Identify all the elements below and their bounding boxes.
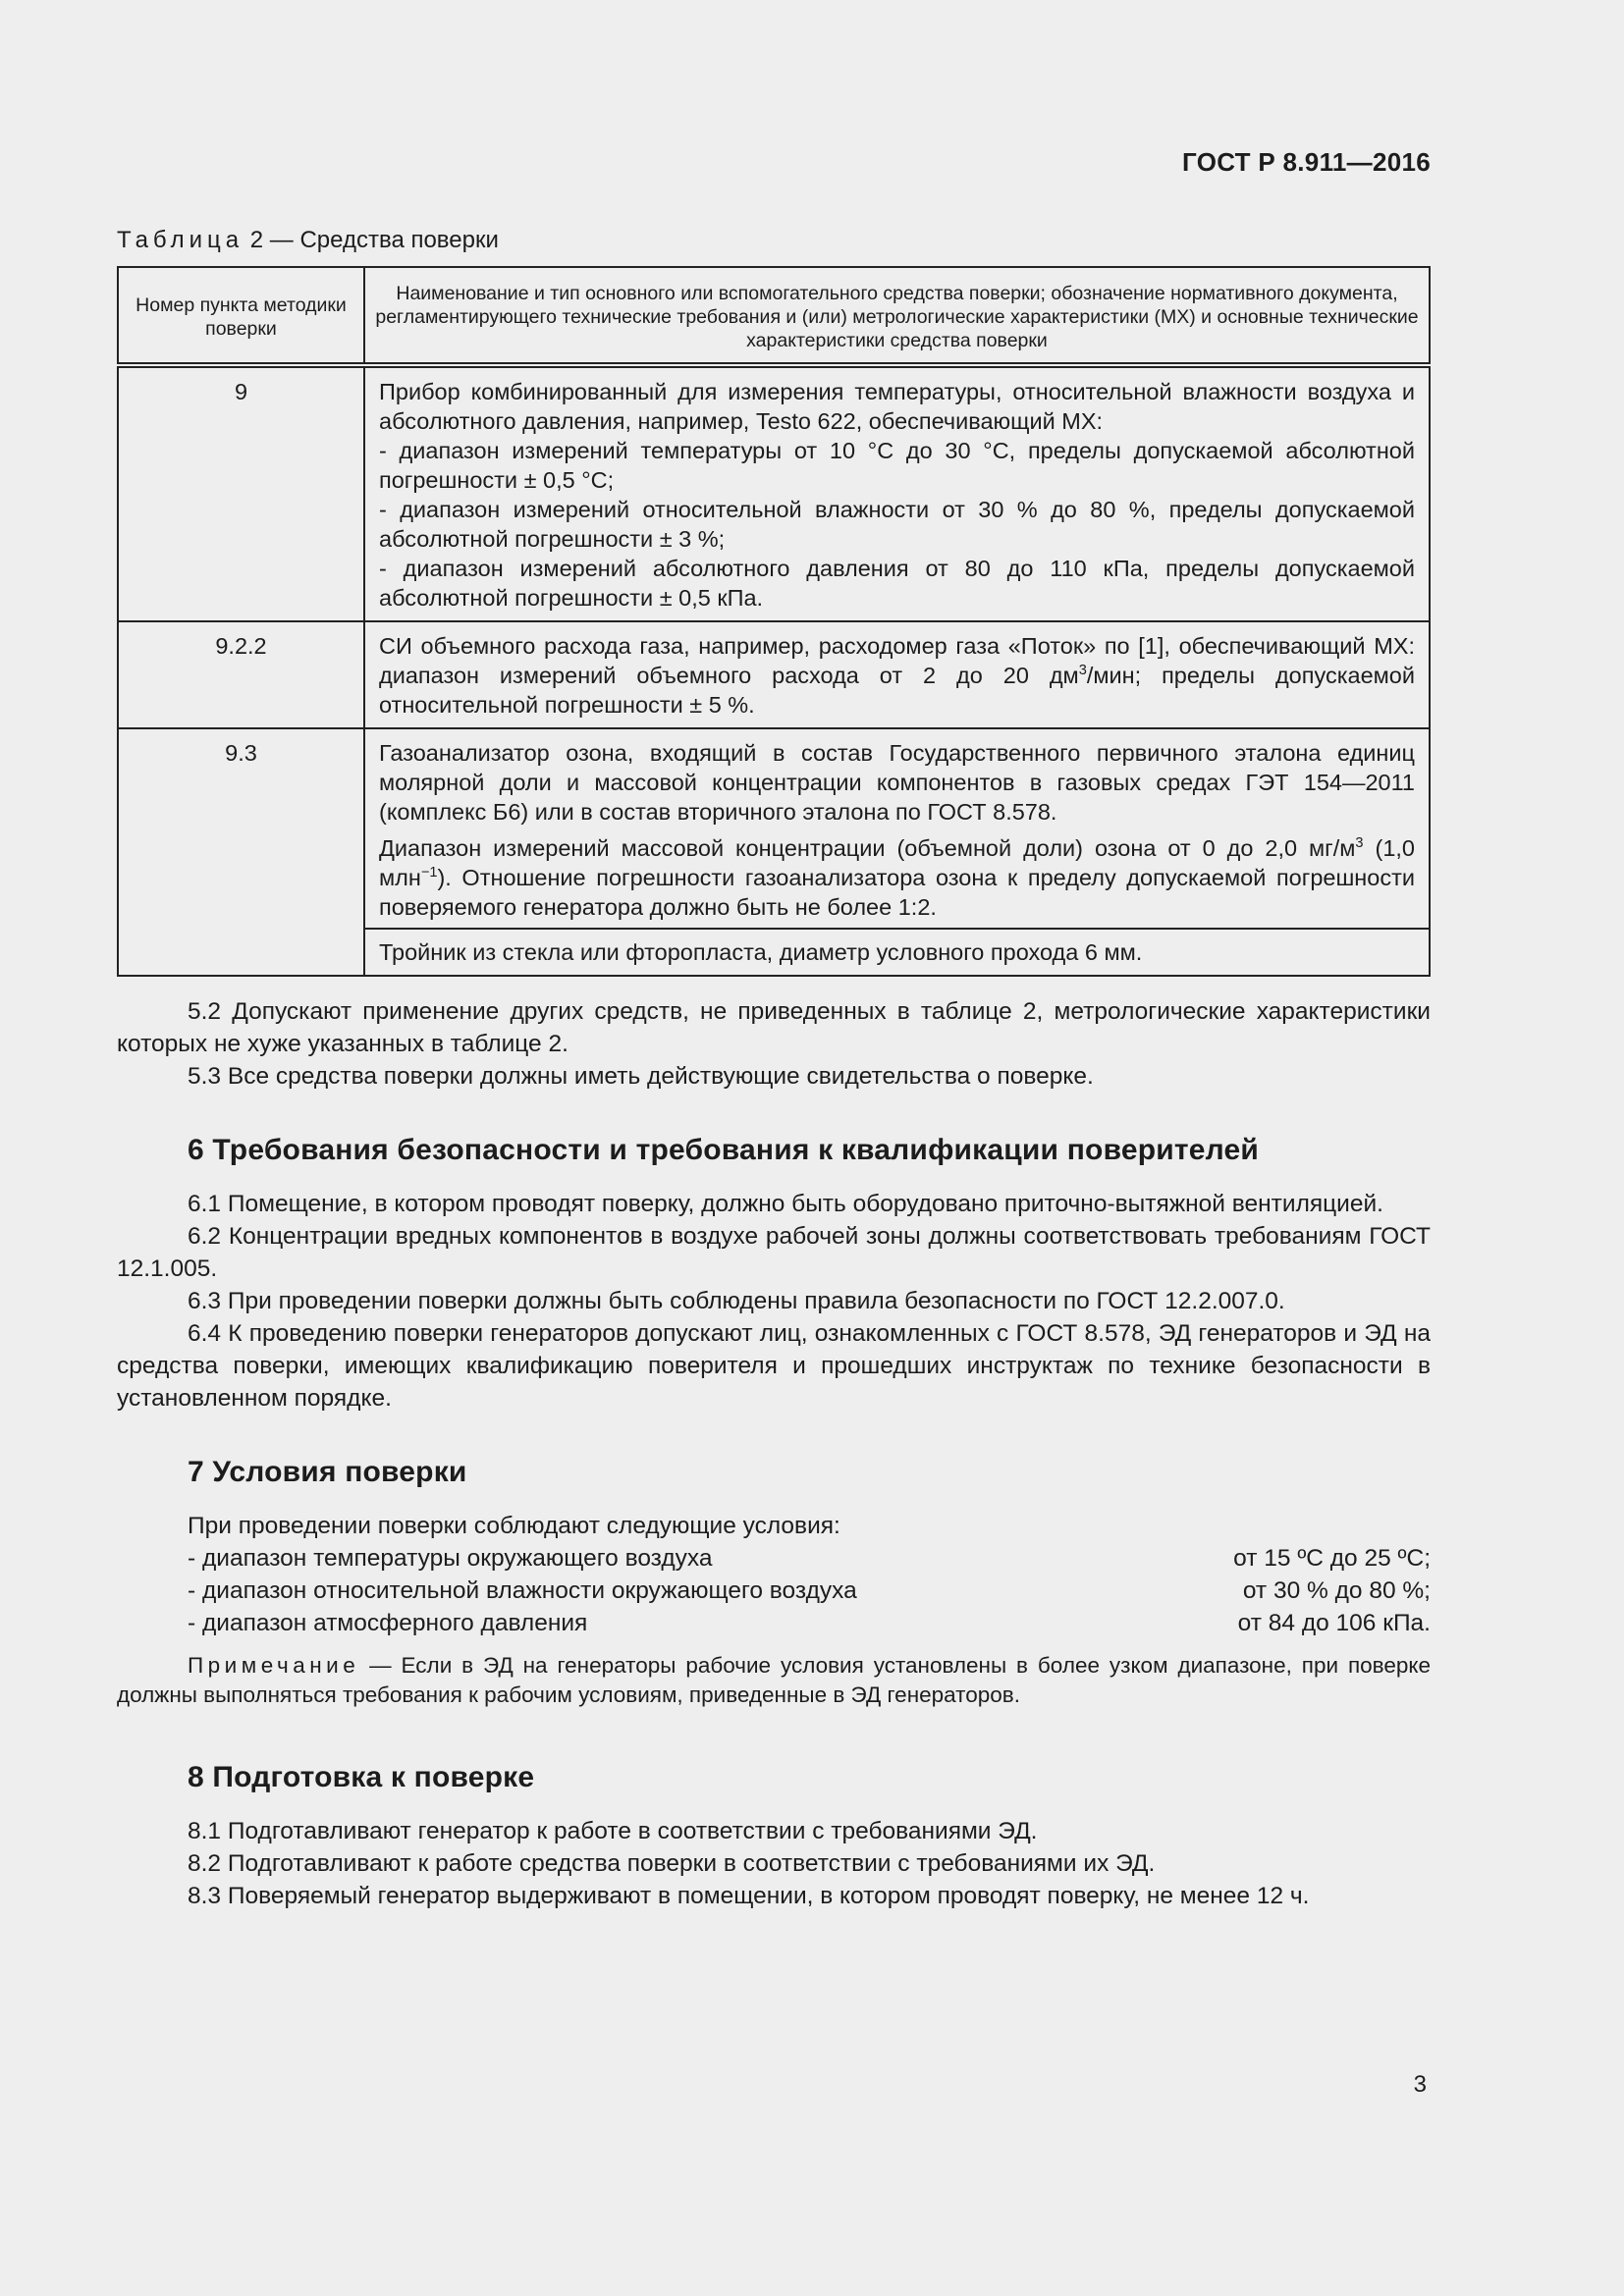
page-content (117, 224, 1431, 1912)
superscript: 3 (1355, 835, 1364, 852)
condition-value: от 84 до 106 кПа. (1237, 1610, 1431, 1636)
condition-value: от 15 ºС до 25 ºС; (1233, 1545, 1431, 1572)
condition-label: - диапазон относительной влажности окружающего воздуха (188, 1577, 857, 1604)
row-item-number: 9.2.2 (118, 621, 364, 728)
row-item-number: 9 (118, 365, 364, 621)
row-description (364, 365, 1430, 621)
section-7-heading: 7 Условия поверки (188, 1456, 467, 1488)
table-caption-title: 2 — Средства поверки (249, 227, 499, 253)
table-header-row (118, 267, 1430, 365)
list-item (117, 1607, 1431, 1639)
row-description: Тройник из стекла или фторопласта, диаметр условного прохода 6 мм. (364, 929, 1430, 976)
paragraph-5-3: 5.3 Все средства поверки должны иметь действующие свидетельства о поверке. (188, 1063, 1094, 1090)
header-cell-description: Наименование и тип основного или вспомогательного средства поверки; обозначение нормативного документа, регламентирующего технические требования и (или) метрологические характеристики (МХ) и основные технические характеристики средства поверки (364, 267, 1430, 365)
section-6-heading: 6 Требования безопасности и требования к квалификации поверителей (188, 1134, 1260, 1166)
row-paragraph: Прибор комбинированный для измерения температуры, относительной влажности воздуха и абсолютного давления, например, Testo 622, обеспечивающий МХ: - диапазон измерений температуры от 10 °C до 30 °C, пределы допускаемой абсолютной погрешности ± 0,5 °C; - диапазон измерений относительной влажности от 30 % до 80 %, пределы допускаемой абсолютной погрешности ± 3 %; - диапазон измерений абсолютного давления от 80 до 110 кПа, пределы допускаемой абсолютной погрешности ± 0,5 кПа. (379, 379, 1415, 611)
table-caption-label: Таблица (117, 227, 244, 253)
row-paragraph (379, 833, 1415, 922)
page-number: 3 (1413, 2071, 1427, 2098)
section-8-heading: 8 Подготовка к поверке (188, 1761, 535, 1793)
text-fragment: ). Отношение погрешности газоанализатора озона к пределу допускаемой погрешности поверяемого генератора должно быть не более 1:2. (379, 865, 1415, 920)
paragraph-6-4: 6.4 К проведению поверки генераторов допускают лиц, ознакомленных с ГОСТ 8.578, ЭД генераторов и ЭД на средства поверки, имеющих квалификацию поверителя и прошедших инструктаж по технике безопасности в установленном порядке. (117, 1320, 1431, 1412)
note-text: — Если в ЭД на генераторы рабочие условия установлены в более узком диапазоне, при поверке должны выполняться требования к рабочим условиям, приведенные в ЭД генераторов. (117, 1653, 1431, 1707)
table-caption (117, 224, 1431, 256)
paragraph-6-2: 6.2 Концентрации вредных компонентов в воздухе рабочей зоны должны соответствовать требованиям ГОСТ 12.1.005. (117, 1223, 1431, 1282)
note (117, 1651, 1431, 1710)
list-item (117, 1542, 1431, 1575)
superscript: 3 (1078, 663, 1087, 679)
conditions-list (117, 1542, 1431, 1639)
table-row (118, 728, 1430, 929)
paragraph-5-2: 5.2 Допускают применение других средств, не приведенных в таблице 2, метрологические характеристики которых не хуже указанных в таблице 2. (117, 998, 1431, 1057)
paragraph-8-1: 8.1 Подготавливают генератор к работе в соответствии с требованиями ЭД. (188, 1818, 1038, 1844)
paragraph-8-2: 8.2 Подготавливают к работе средства поверки в соответствии с требованиями их ЭД. (188, 1850, 1156, 1877)
document-code: ГОСТ Р 8.911—2016 (1182, 147, 1431, 177)
paragraph-6-3: 6.3 При проведении поверки должны быть соблюдены правила безопасности по ГОСТ 12.2.007.0. (188, 1288, 1285, 1314)
text-fragment: СИ объемного расхода газа, например, расходомер газа «Поток» по [1], обеспечивающий МХ: диапазон измерений объемного расхода от 2 до 20 дм (379, 633, 1415, 688)
paragraph-8-3: 8.3 Поверяемый генератор выдерживают в помещении, в котором проводят поверку, не менее 12 ч. (188, 1883, 1310, 1909)
condition-label: - диапазон атмосферного давления (188, 1610, 588, 1636)
row-description (364, 728, 1430, 929)
row-description (364, 621, 1430, 728)
paragraph-6-1: 6.1 Помещение, в котором проводят поверку, должно быть оборудовано приточно-вытяжной вентиляцией. (188, 1191, 1383, 1217)
condition-value: от 30 % до 80 %; (1242, 1577, 1431, 1604)
table-row (118, 365, 1430, 621)
list-item (117, 1575, 1431, 1607)
row-item-number: 9.3 (118, 728, 364, 976)
condition-label: - диапазон температуры окружающего воздуха (188, 1545, 713, 1572)
table-row (118, 621, 1430, 728)
superscript: −1 (420, 865, 438, 881)
text-fragment: /мин; пределы допускаемой относительной погрешности ± 5 %. (379, 663, 1415, 718)
note-label: Примечание (188, 1653, 360, 1678)
header-cell-item-number: Номер пункта методики поверки (118, 267, 364, 365)
row-paragraph (379, 631, 1415, 720)
verification-means-table (117, 266, 1431, 977)
row-paragraph: Газоанализатор озона, входящий в состав Государственного первичного эталона единиц молярной доли и массовой концентрации компонентов в газовых средах ГЭТ 154—2011 (комплекс Б6) или в состав вторичного эталона по ГОСТ 8.578. (379, 740, 1415, 825)
text-fragment: (1,0 млн (379, 835, 1415, 890)
text-fragment: Диапазон измерений массовой концентрации (объемной доли) озона от 0 до 2,0 мг/м (379, 835, 1356, 861)
conditions-intro: При проведении поверки соблюдают следующие условия: (188, 1513, 840, 1539)
